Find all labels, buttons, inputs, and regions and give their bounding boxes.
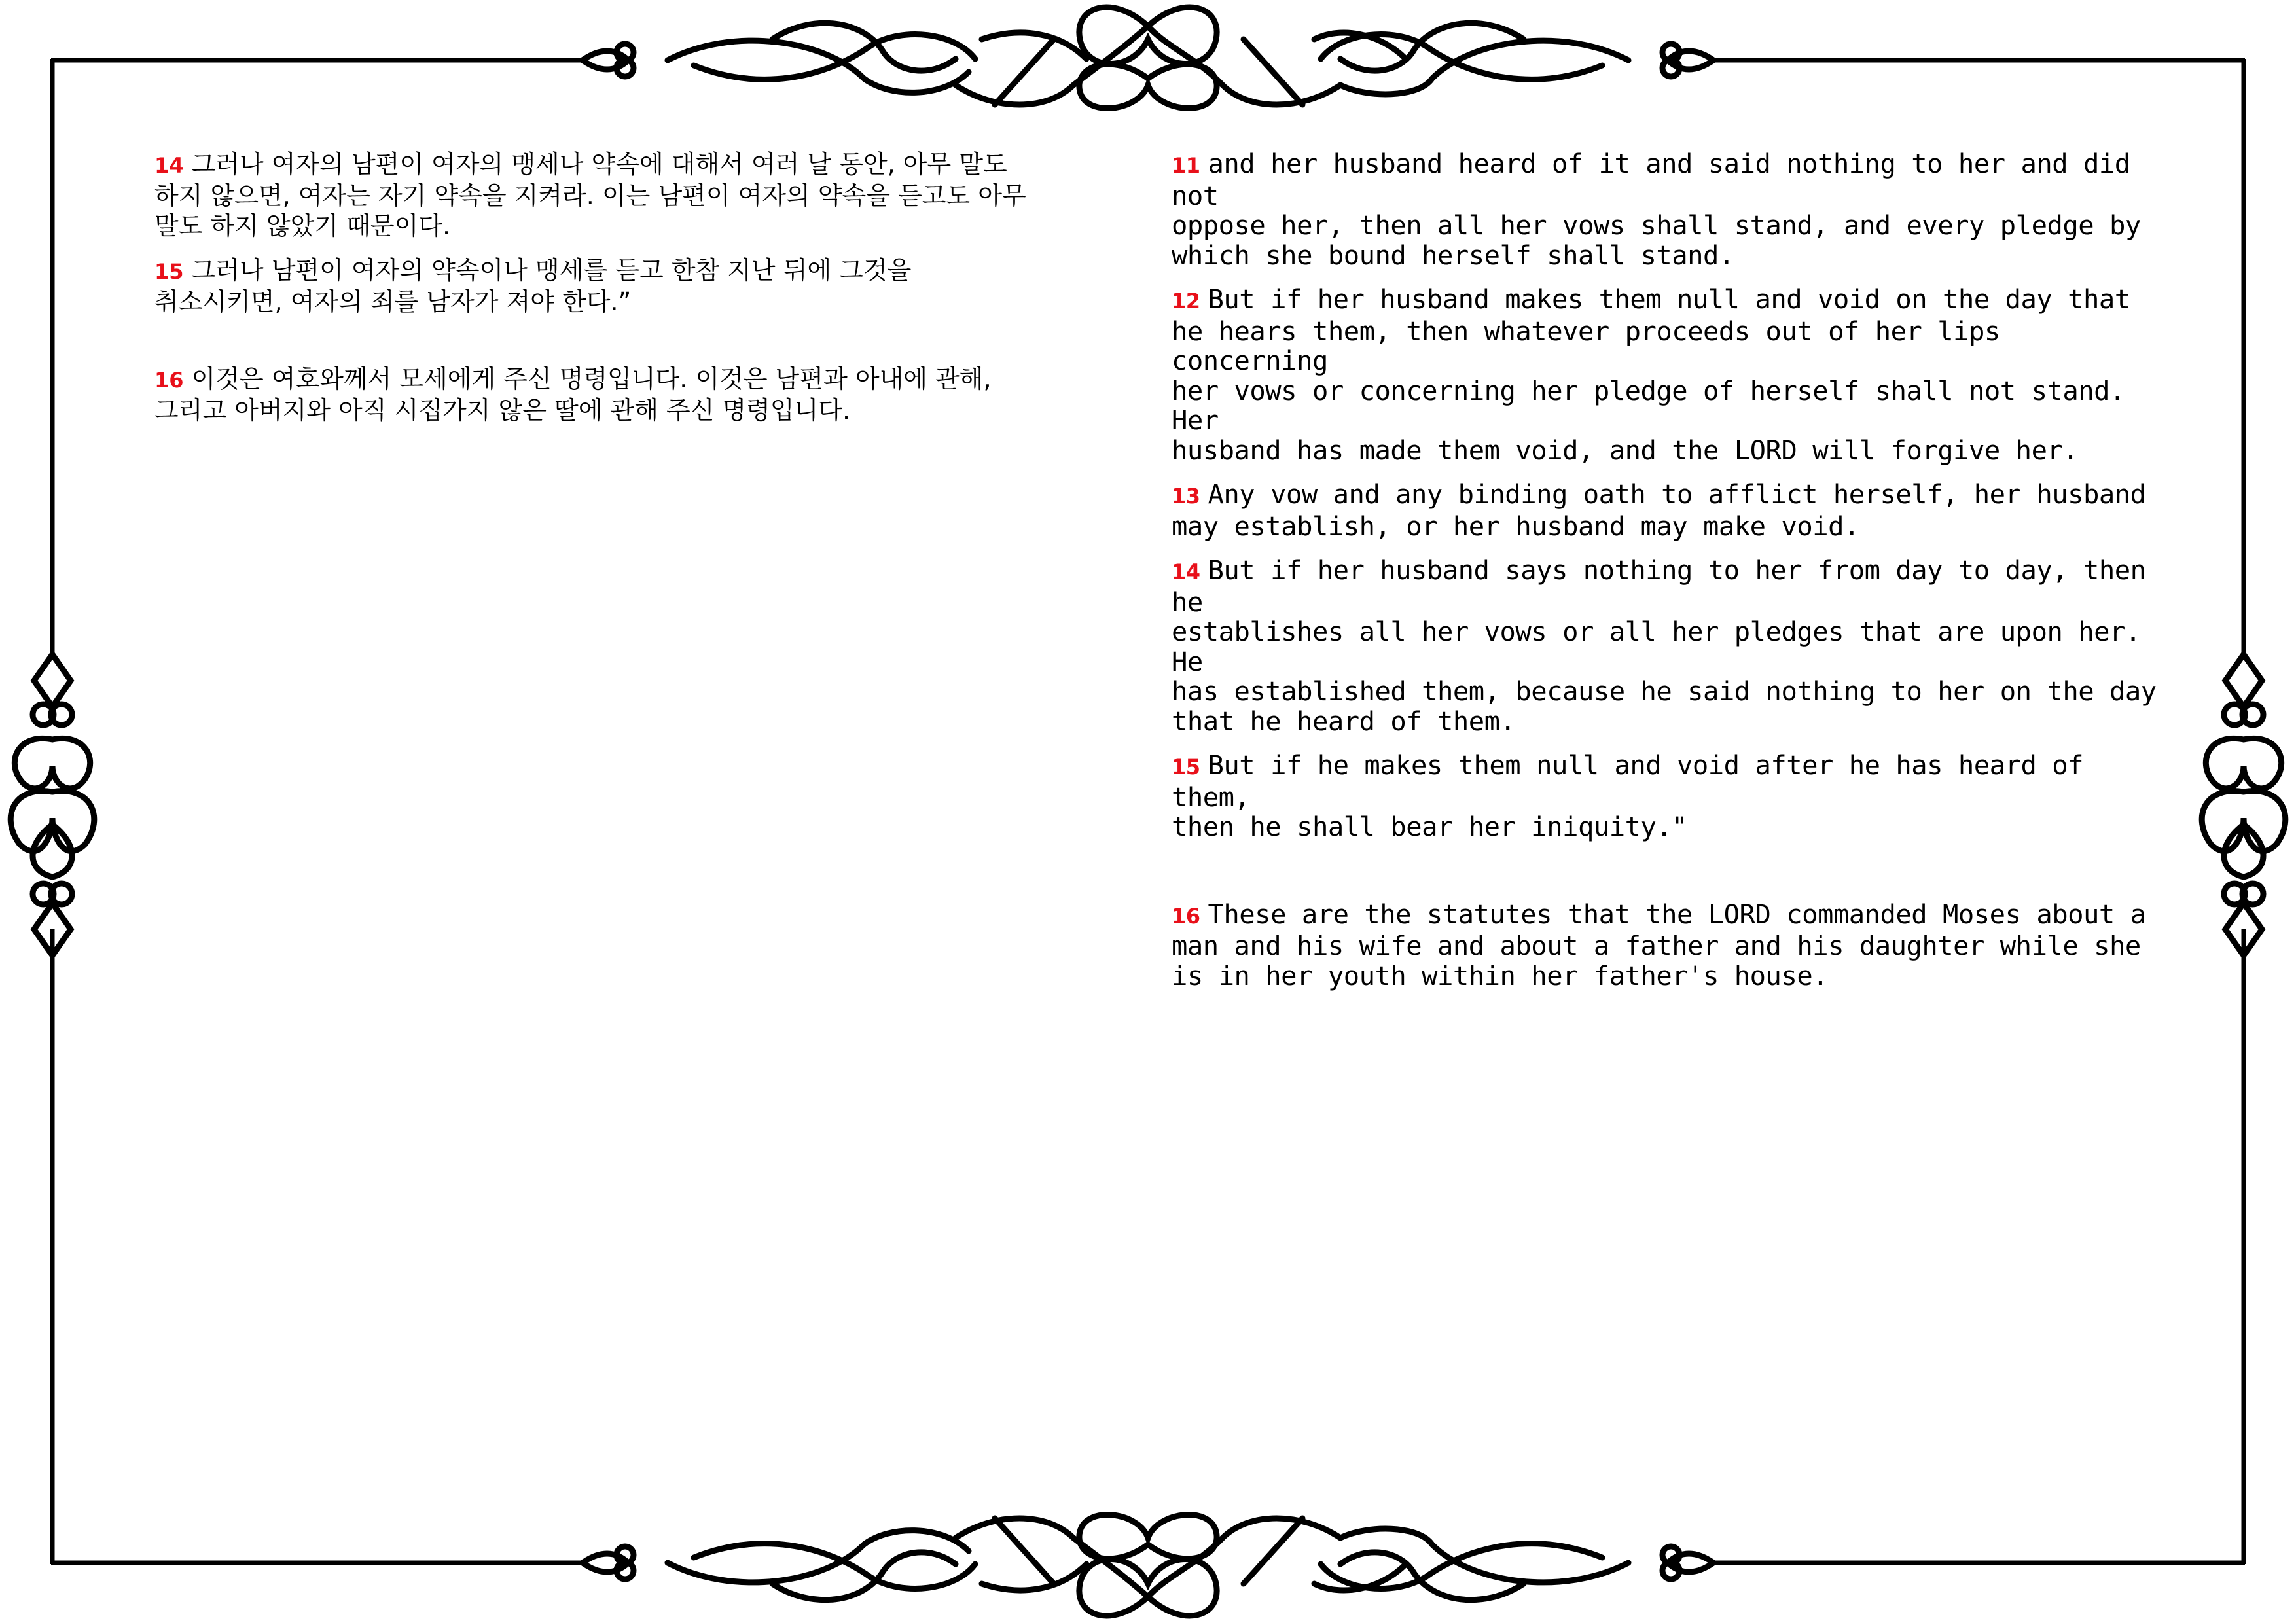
english-verse-12	[1172, 285, 2166, 465]
verse-number: 15	[154, 259, 184, 284]
bottom-scroll-ornament	[583, 1515, 1713, 1616]
verse-number: 11	[1172, 153, 1200, 178]
korean-text-column	[154, 149, 1130, 440]
verse-number: 14	[154, 153, 184, 178]
verse-text: 이것은 여호와께서 모세에게 주신 명령입니다. 이것은 남편과 아내에 관해, 그리고 아버지와 아직 시집가지 않은 딸에 관해 주신 명령입니다.	[154, 365, 992, 425]
korean-verse-15	[154, 255, 1130, 317]
verse-text: But if her husband makes them null and void on the day that he hears them, then whatever proceeds out of her lips concerning her vows or concerning her pledge of herself shall not stand. Her husband has made them void, and the LORD will forgive her.	[1172, 283, 2130, 466]
verse-text: 그러나 여자의 남편이 여자의 맹세나 약속에 대해서 여러 날 동안, 아무 말도 하지 않으면, 여자는 자기 약속을 지켜라. 이는 남편이 여자의 약속을 듣고도 아무 말도 하지 않았기 때문이다.	[154, 150, 1026, 240]
right-scroll-ornament	[2202, 654, 2286, 955]
korean-verse-16	[154, 364, 1130, 425]
english-verse-16	[1172, 900, 2166, 991]
english-text-column	[1172, 149, 2166, 1005]
english-verse-13	[1172, 480, 2166, 541]
verse-text: Any vow and any binding oath to afflict herself, her husband may establish, or her husband may make void.	[1172, 478, 2146, 542]
verse-number: 16	[1172, 903, 1200, 929]
top-scroll-ornament	[583, 7, 1713, 108]
verse-text: and her husband heard of it and said nothing to her and did not oppose her, then all her vows shall stand, and every pledge by which she bound herself shall stand.	[1172, 148, 2141, 271]
verse-number: 15	[1172, 755, 1200, 779]
english-verse-14	[1172, 556, 2166, 736]
verse-number: 14	[1172, 560, 1200, 584]
korean-verse-14	[154, 149, 1130, 241]
left-scroll-ornament	[10, 654, 94, 955]
verse-text: But if he makes them null and void after he has heard of them, then he shall bear her iniquity."	[1172, 749, 2083, 842]
verse-number: 13	[1172, 484, 1200, 508]
verse-number: 16	[154, 368, 184, 393]
verse-text: But if her husband says nothing to her from day to day, then he establishes all her vows or all her pledges that are upon her. He has established them, because he said nothing to her on the day that he heard of them.	[1172, 554, 2157, 737]
verse-text: These are the statutes that the LORD commanded Moses about a man and his wife and about a father and his daughter while she is in her youth within her father's house.	[1172, 898, 2146, 991]
verse-text: 그러나 남편이 여자의 약속이나 맹세를 듣고 한참 지난 뒤에 그것을 취소시키면, 여자의 죄를 남자가 져야 한다.”	[154, 256, 912, 316]
english-verse-11	[1172, 149, 2166, 270]
english-verse-15	[1172, 751, 2166, 842]
verse-number: 12	[1172, 289, 1200, 313]
